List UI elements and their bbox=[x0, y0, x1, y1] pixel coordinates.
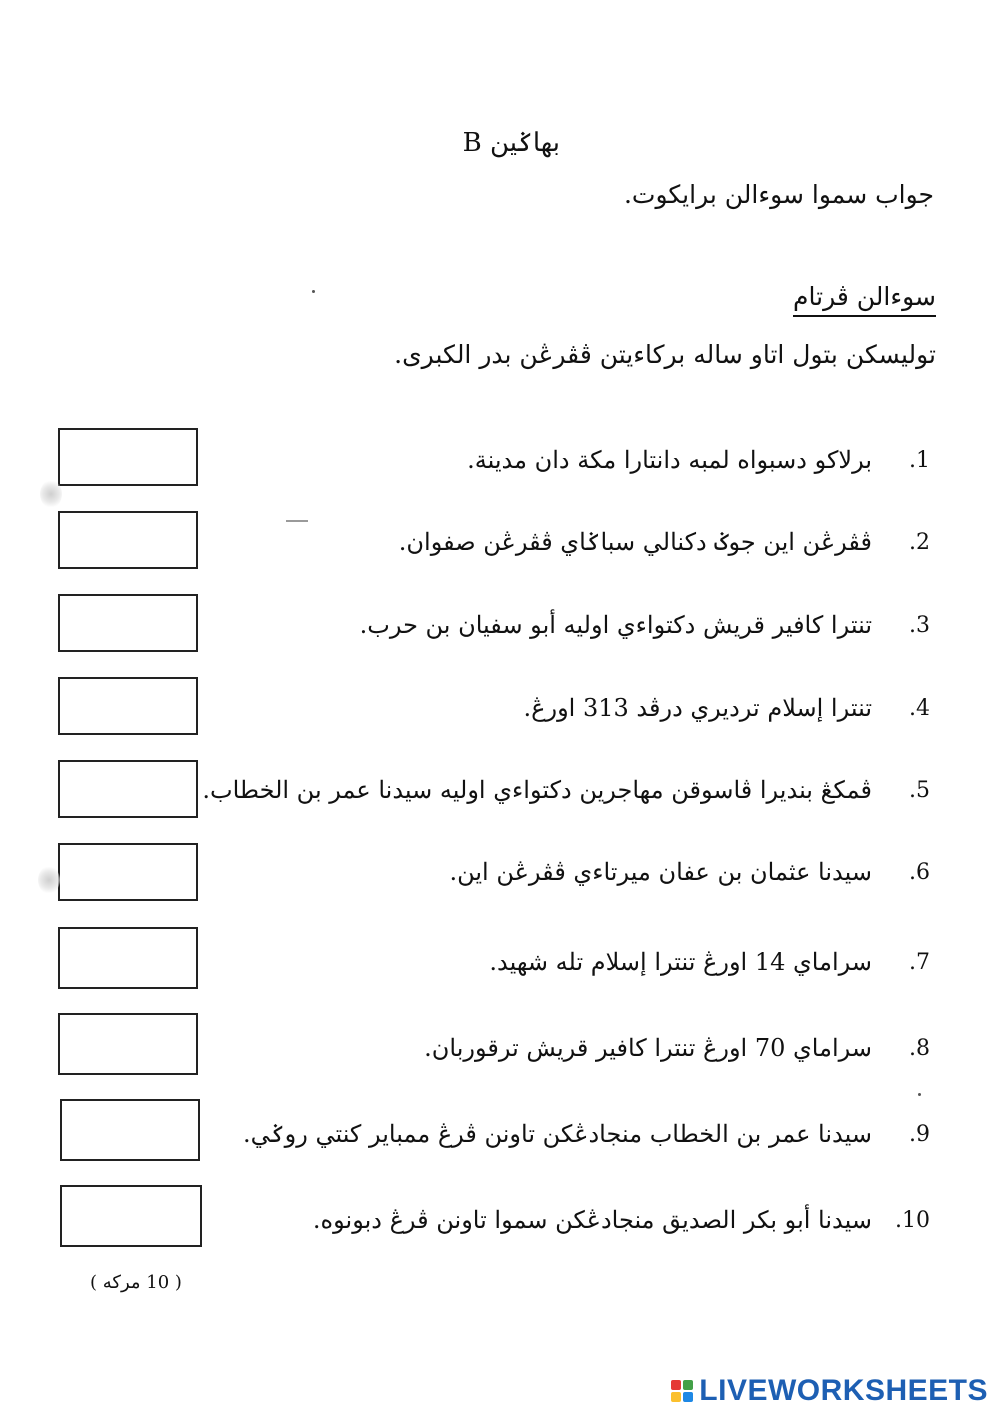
question-item-2 bbox=[399, 522, 930, 562]
question-text: سيدنا أبو بكر الصديق منجادڠكن سموا تاونن ڤرڠ دبونوه. bbox=[312, 1206, 872, 1234]
question-number: .8 bbox=[909, 1035, 930, 1061]
question-number: .1 bbox=[909, 447, 930, 473]
question-text: سيدنا عمر بن الخطاب منجادڠكن تاونن ڤرڠ ممباير كنتي روݢي. bbox=[242, 1120, 872, 1148]
scan-mark bbox=[312, 290, 315, 293]
question-text: تنترا كافير قريش دكتواءي اوليه أبو سفيان بن حرب. bbox=[359, 611, 872, 639]
liveworksheets-watermark bbox=[671, 1374, 988, 1408]
question-number: .7 bbox=[909, 949, 930, 975]
question-item-3 bbox=[360, 605, 930, 645]
question-number: .9 bbox=[909, 1121, 930, 1147]
logo-tile bbox=[671, 1392, 681, 1402]
question-text: سراماي 14 اورڠ تنترا إسلام تله شهيد. bbox=[489, 948, 872, 976]
question-item-8 bbox=[424, 1028, 930, 1068]
question-item-10 bbox=[313, 1200, 930, 1240]
question-number: .3 bbox=[909, 612, 930, 638]
scan-smudge bbox=[40, 480, 62, 508]
logo-tile bbox=[671, 1380, 681, 1390]
answer-box-3[interactable] bbox=[58, 594, 198, 652]
question-item-6 bbox=[449, 852, 930, 892]
question-item-9 bbox=[243, 1114, 930, 1154]
question-text: سيدنا عثمان بن عفان ميرتاءي ڤڤرڠن اين. bbox=[449, 858, 872, 886]
scan-mark bbox=[286, 520, 308, 522]
scan-smudge bbox=[38, 866, 60, 894]
question-item-4 bbox=[524, 688, 930, 728]
answer-box-10[interactable] bbox=[60, 1185, 202, 1247]
question-number: .5 bbox=[909, 777, 930, 803]
watermark-text: LIVEWORKSHEETS bbox=[699, 1374, 988, 1407]
question-prompt: توليسكن بتول اتاو ساله بركاءيتن ڤڤرڠن بدر الكبرى. bbox=[394, 340, 936, 369]
question-number: .4 bbox=[909, 695, 930, 721]
question-text: تنترا إسلام ترديري درڤد 313 اورڠ. bbox=[523, 694, 872, 722]
question-text: ڤڤرڠن اين جوݢ دكنالي سباݢاي ڤڤرڠن صفوان. bbox=[398, 528, 872, 556]
answer-box-9[interactable] bbox=[60, 1099, 200, 1161]
question-text: برلاكو دسبواه لمبه دانتارا مكة دان مدينة. bbox=[467, 446, 872, 474]
answer-box-5[interactable] bbox=[58, 760, 198, 818]
question-number: .2 bbox=[909, 529, 930, 555]
question-text: ڤمكڠ بنديرا ڤاسوقن مهاجرين دكتواءي اوليه سيدنا عمر بن الخطاب. bbox=[202, 776, 872, 804]
marks-label: ( 10 مركه ) bbox=[90, 1272, 182, 1293]
question-heading: سوءالن ڤرتام bbox=[793, 282, 936, 317]
question-item-5 bbox=[202, 770, 930, 810]
logo-tile bbox=[683, 1380, 693, 1390]
logo-tile bbox=[683, 1392, 693, 1402]
answer-box-2[interactable] bbox=[58, 511, 198, 569]
liveworksheets-logo-icon bbox=[671, 1380, 693, 1402]
answer-box-6[interactable] bbox=[58, 843, 198, 901]
answer-box-1[interactable] bbox=[58, 428, 198, 486]
answer-box-7[interactable] bbox=[58, 927, 198, 989]
scan-mark bbox=[918, 1093, 921, 1096]
answer-box-4[interactable] bbox=[58, 677, 198, 735]
section-title: بهاݢين B bbox=[462, 128, 560, 158]
instruction-text: جواب سموا سوءالن برايكوت. bbox=[623, 180, 934, 209]
question-number: .10 bbox=[895, 1207, 930, 1233]
question-number: .6 bbox=[909, 859, 930, 885]
question-text: سراماي 70 اورڠ تنترا كافير قريش ترقوربان. bbox=[424, 1034, 872, 1062]
question-item-1 bbox=[467, 440, 930, 480]
answer-box-8[interactable] bbox=[58, 1013, 198, 1075]
question-item-7 bbox=[489, 942, 930, 982]
